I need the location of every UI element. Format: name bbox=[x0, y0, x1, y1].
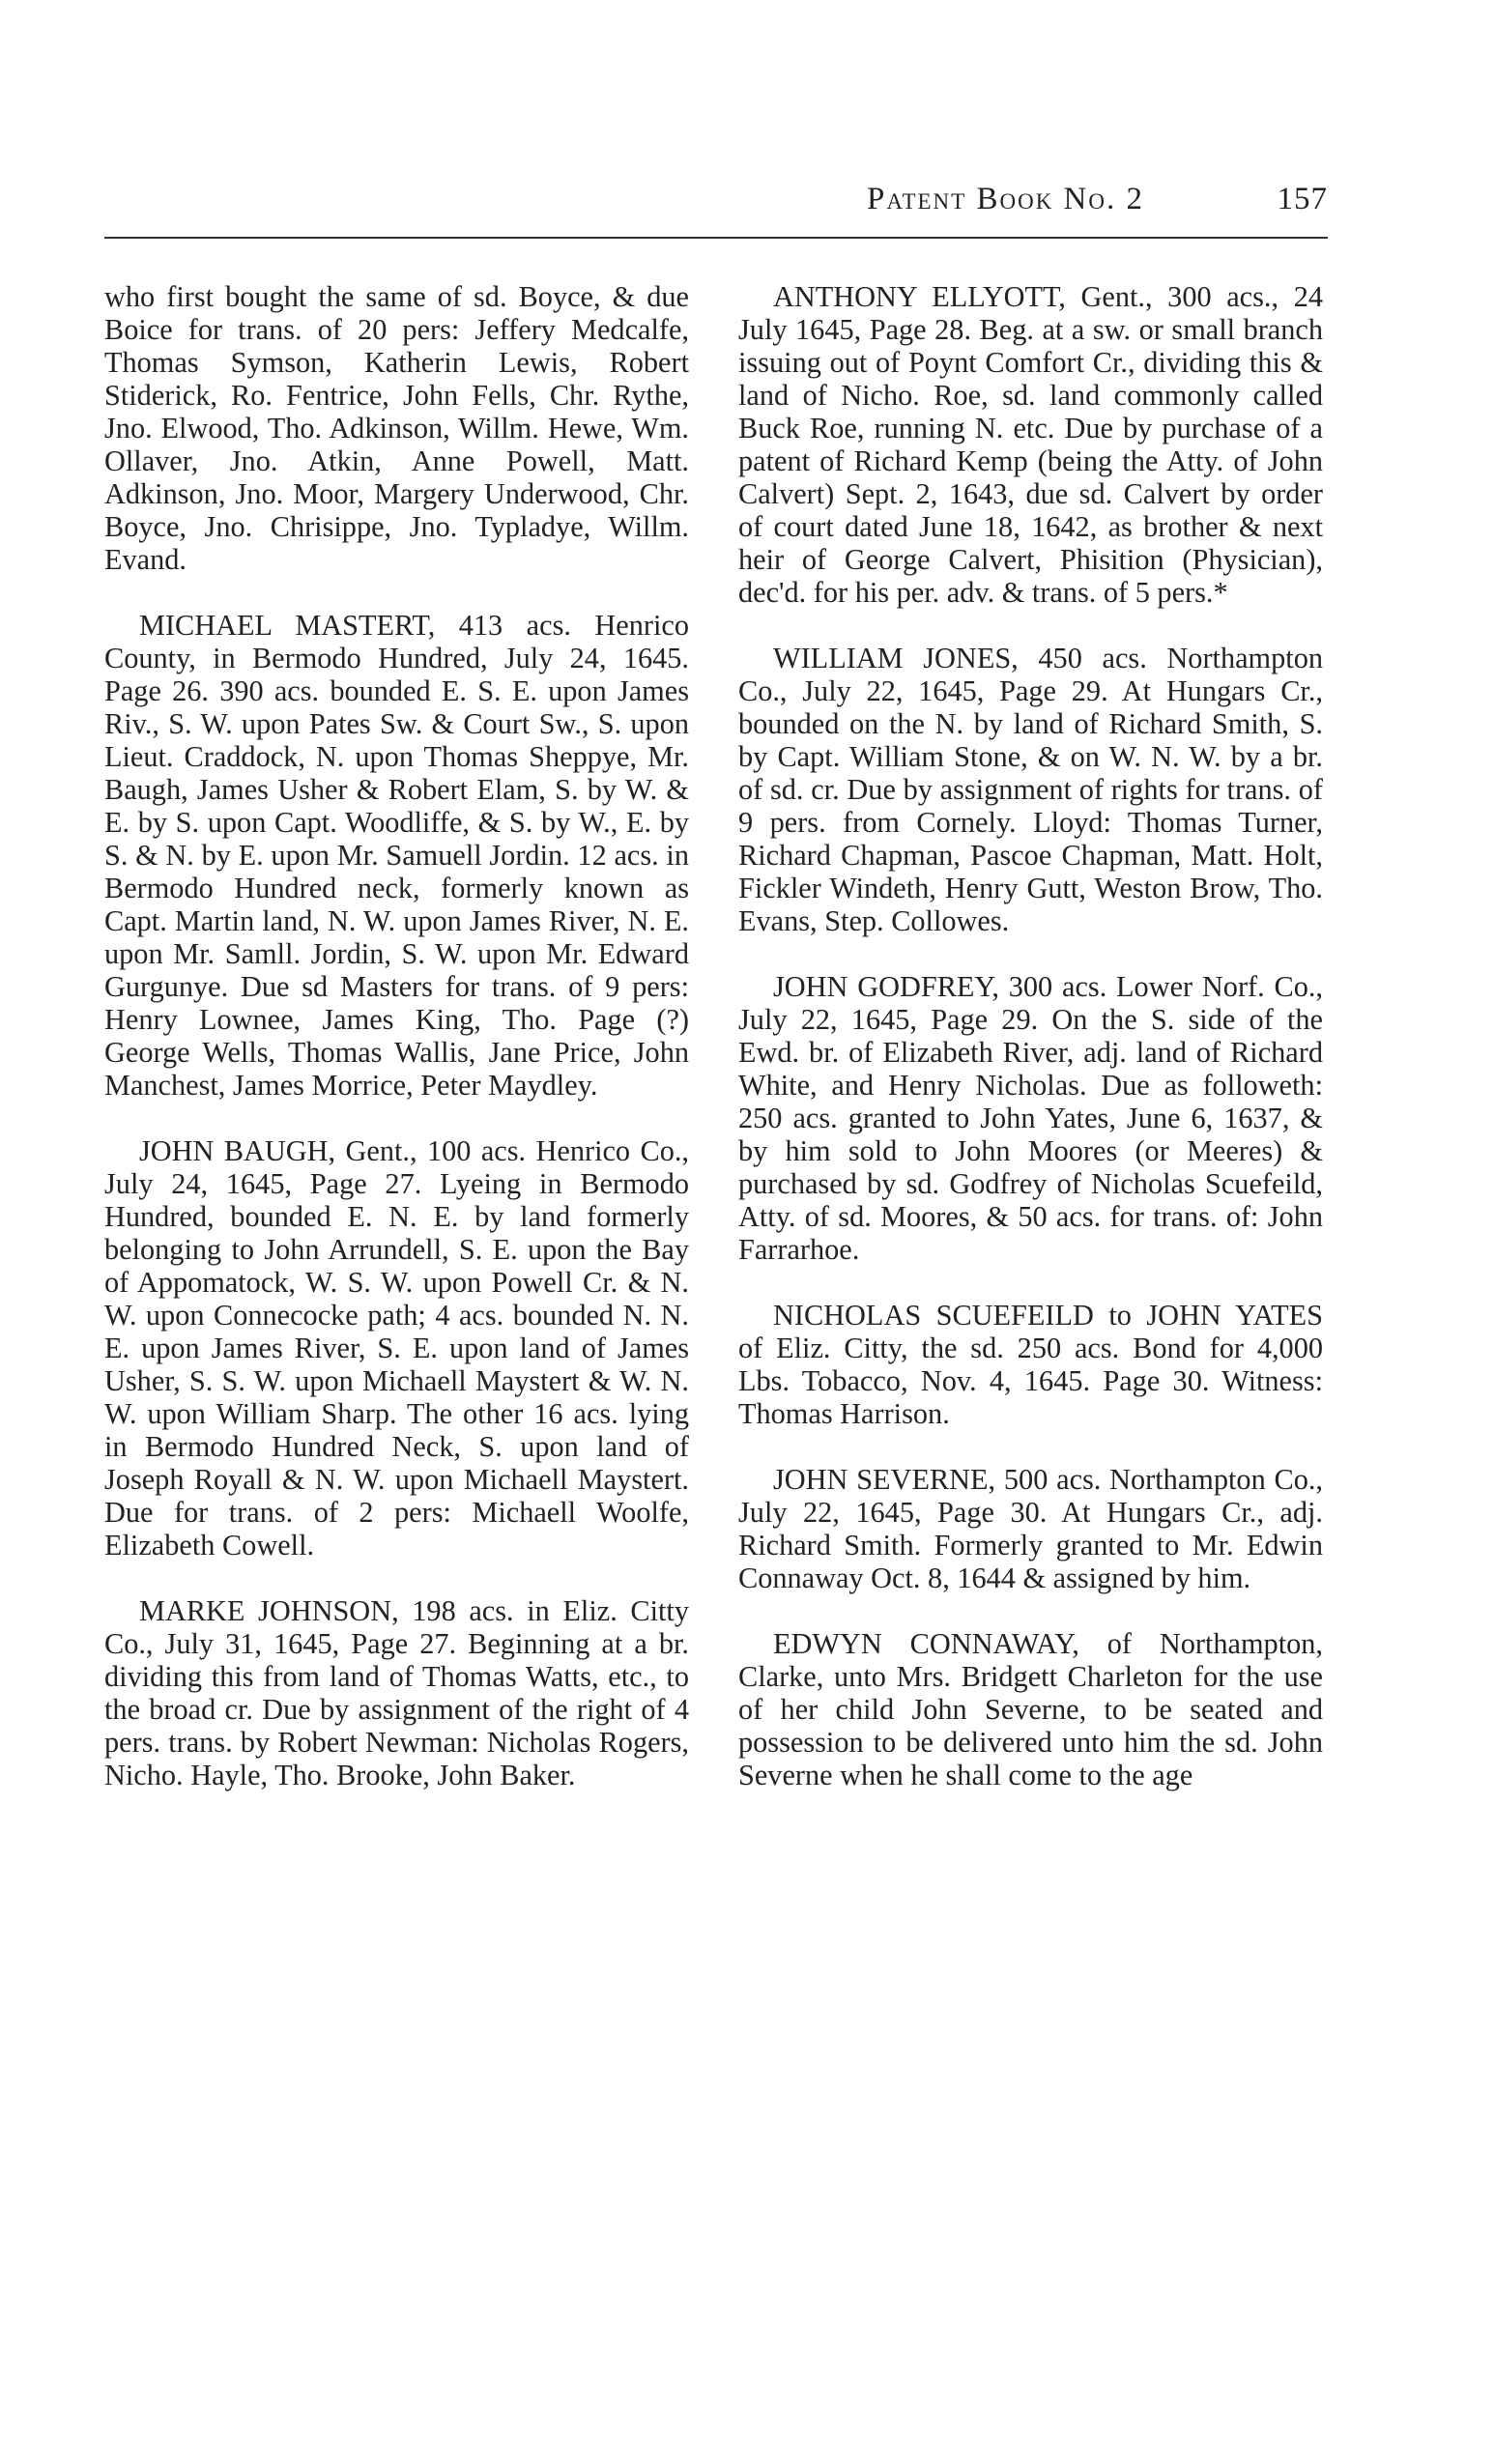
page-header bbox=[104, 182, 1328, 228]
running-title: Patent Book No. 2 bbox=[867, 182, 1144, 216]
left-column bbox=[104, 280, 689, 1824]
entry-michael-mastert: MICHAEL MASTERT, 413 acs. Henrico County, in Bermodo Hundred, July 24, 1645. Page 26. 390 acs. bounded E. S. E. upon James Riv., S. W. upon Pates Sw. & Court Sw., S. upon Lieut. Craddock, N. upon Thomas Sheppye, Mr. Baugh, James Usher & Robert Elam, S. by W. & E. by S. upon Capt. Woodliffe, & S. by W., E. by S. & N. by E. upon Mr. Samuell Jordin. 12 acs. in Bermodo Hundred neck, formerly known as Capt. Martin land, N. W. upon James River, N. E. upon Mr. Samll. Jordin, S. W. upon Mr. Edward Gurgunye. Due sd Masters for trans. of 9 pers: Henry Lownee, James King, Tho. Page (?) George Wells, Thomas Wallis, Jane Price, John Manchest, James Morrice, Peter Maydley. bbox=[104, 609, 689, 1102]
entry-nicholas-scuefeild: NICHOLAS SCUEFEILD to JOHN YATES of Eliz. Citty, the sd. 250 acs. Bond for 4,000 Lbs. Tobacco, Nov. 4, 1645. Page 30. Witness: Thomas Harrison. bbox=[738, 1299, 1323, 1430]
entry-john-godfrey: JOHN GODFREY, 300 acs. Lower Norf. Co., July 22, 1645, Page 29. On the S. side of the Ewd. br. of Elizabeth River, adj. land of Richard White, and Henry Nicholas. Due as followeth: 250 acs. granted to John Yates, June 6, 1637, & by him sold to John Moores (or Meeres) & purchased by sd. Godfrey of Nicholas Scuefeild, Atty. of sd. Moores, & 50 acs. for trans. of: John Farrarhoe. bbox=[738, 970, 1323, 1266]
entry-john-severne: JOHN SEVERNE, 500 acs. Northampton Co., July 22, 1645, Page 30. At Hungars Cr., adj. Richard Smith. Formerly granted to Mr. Edwin Connaway Oct. 8, 1644 & assigned by him. bbox=[738, 1463, 1323, 1594]
entry-edwyn-connaway: EDWYN CONNAWAY, of Northampton, Clarke, unto Mrs. Bridgett Charleton for the use of her child John Severne, to be seated and possession to be delivered unto him the sd. John Severne when he shall come to the age bbox=[738, 1627, 1323, 1791]
entry-william-jones: WILLIAM JONES, 450 acs. Northampton Co., July 22, 1645, Page 29. At Hungars Cr., bounded on the N. by land of Richard Smith, S. by Capt. William Stone, & on W. N. W. by a br. of sd. cr. Due by assignment of rights for trans. of 9 pers. from Cornely. Lloyd: Thomas Turner, Richard Chapman, Pascoe Chapman, Matt. Holt, Fickler Windeth, Henry Gutt, Weston Brow, Tho. Evans, Step. Collowes. bbox=[738, 642, 1323, 937]
right-column bbox=[738, 280, 1323, 1824]
entry-john-baugh: JOHN BAUGH, Gent., 100 acs. Henrico Co., July 24, 1645, Page 27. Lyeing in Bermodo Hundred, bounded E. N. E. by land formerly belonging to John Arrundell, S. E. upon the Bay of Appomatock, W. S. W. upon Powell Cr. & N. W. upon Connecocke path; 4 acs. bounded N. N. E. upon James River, S. E. upon land of James Usher, S. S. W. upon Michaell Maystert & W. N. W. upon William Sharp. The other 16 acs. lying in Bermodo Hundred Neck, S. upon land of Joseph Royall & N. W. upon Michaell Maystert. Due for trans. of 2 pers: Michaell Woolfe, Elizabeth Cowell. bbox=[104, 1134, 689, 1561]
entry-continuation: who first bought the same of sd. Boyce, & due Boice for trans. of 20 pers: Jeffery Medcalfe, Thomas Symson, Katherin Lewis, Robert Stiderick, Ro. Fentrice, John Fells, Chr. Rythe, Jno. Elwood, Tho. Adkinson, Willm. Hewe, Wm. Ollaver, Jno. Atkin, Anne Powell, Matt. Adkinson, Jno. Moor, Margery Underwood, Chr. Boyce, Jno. Chrisippe, Jno. Typladye, Willm. Evand. bbox=[104, 280, 689, 576]
page-number: 157 bbox=[1277, 182, 1328, 216]
entry-marke-johnson: MARKE JOHNSON, 198 acs. in Eliz. Citty Co., July 31, 1645, Page 27. Beginning at a br. dividing this from land of Thomas Watts, etc., to the broad cr. Due by assignment of the right of 4 pers. trans. by Robert Newman: Nicholas Rogers, Nicho. Hayle, Tho. Brooke, John Baker. bbox=[104, 1594, 689, 1791]
header-rule bbox=[104, 237, 1328, 239]
entry-anthony-ellyott: ANTHONY ELLYOTT, Gent., 300 acs., 24 July 1645, Page 28. Beg. at a sw. or small branch issuing out of Poynt Comfort Cr., dividing this & land of Nicho. Roe, sd. land commonly called Buck Roe, running N. etc. Due by purchase of a patent of Richard Kemp (being the Atty. of John Calvert) Sept. 2, 1643, due sd. Calvert by order of court dated June 18, 1642, as brother & next heir of George Calvert, Phisition (Physician), dec'd. for his per. adv. & trans. of 5 pers.* bbox=[738, 280, 1323, 609]
